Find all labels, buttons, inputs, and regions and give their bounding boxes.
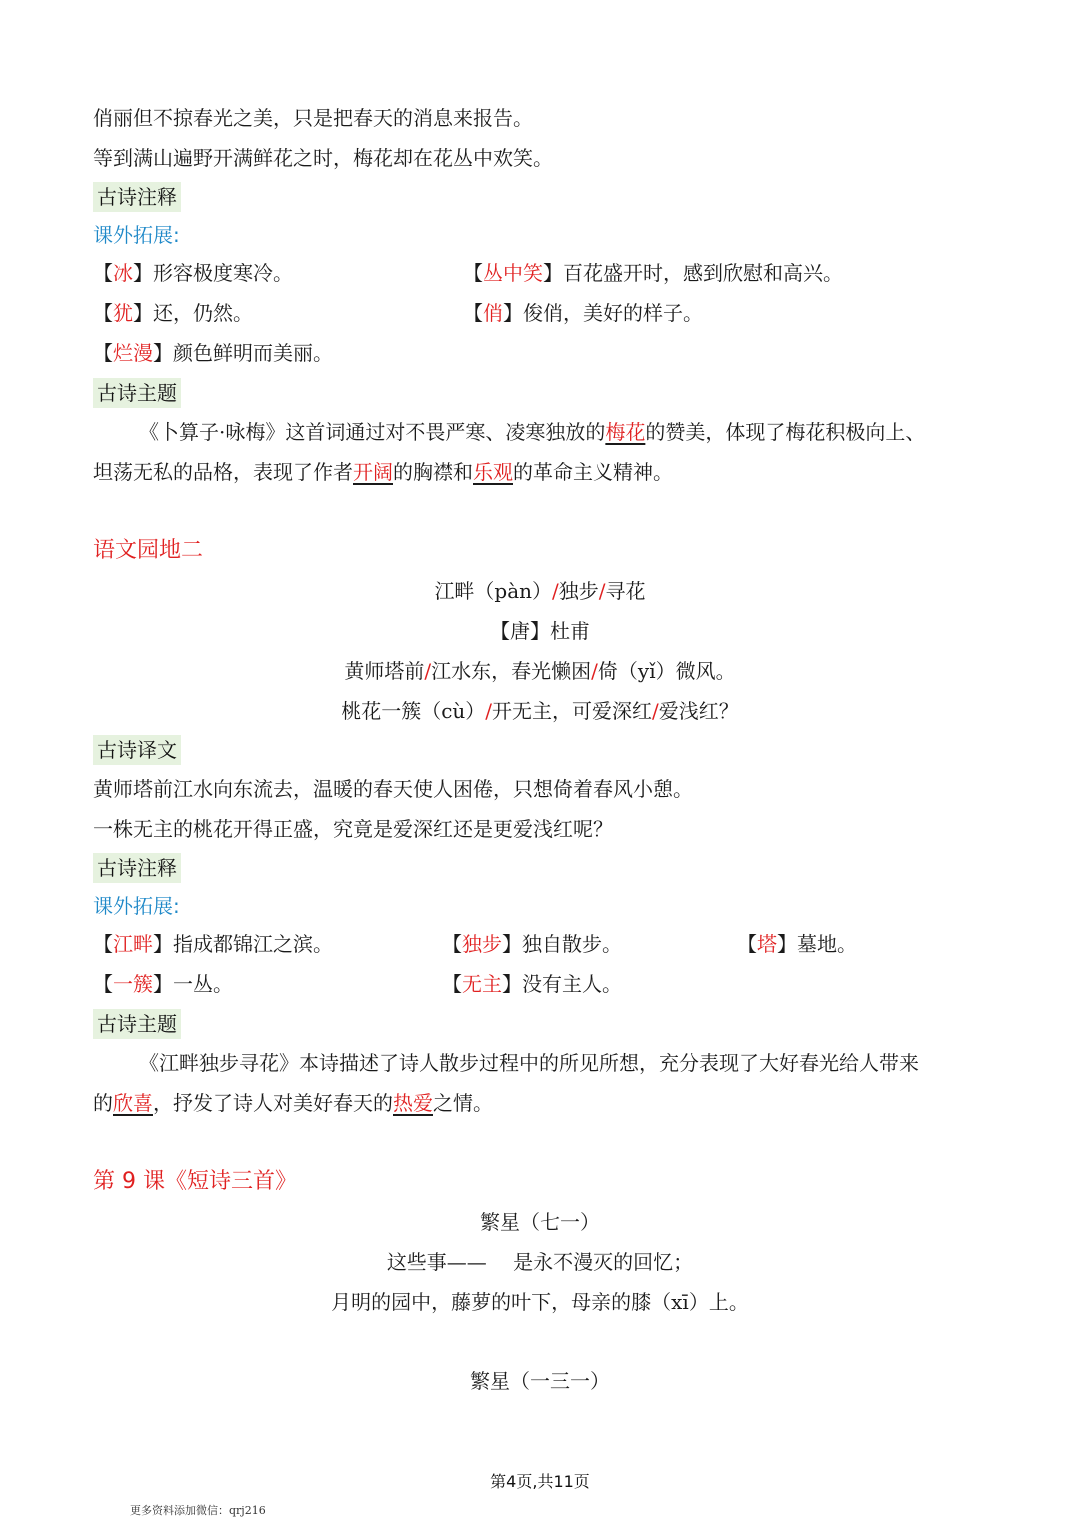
gloss-term: 无主 xyxy=(462,972,502,996)
poem-title: 江畔（pàn）/独步/寻花 xyxy=(434,579,646,603)
theme-paragraph-line: 《卜算子·咏梅》这首词通过对不畏严寒、凌寒独放的梅花的赞美，体现了梅花积极向上、 xyxy=(139,420,926,444)
gloss-def: 没有主人。 xyxy=(522,972,622,996)
gloss-def: 俊俏，美好的样子。 xyxy=(523,301,703,325)
section-heading: 语文园地二 xyxy=(93,538,204,563)
section-heading: 第 9 课《短诗三首》 xyxy=(93,1169,297,1194)
notes-label: 古诗注释 xyxy=(93,182,181,212)
translation-line: 黄师塔前江水向东流去，温暖的春天使人困倦，只想倚着春风小憩。 xyxy=(93,777,693,801)
gloss-item: 【冰】形容极度寒冷。 xyxy=(93,261,293,285)
keyword: 欣喜 xyxy=(113,1091,153,1115)
gloss-def: 百花盛开时，感到欣慰和高兴。 xyxy=(563,261,843,285)
extension-label: 课外拓展: xyxy=(93,223,180,247)
gloss-term: 江畔 xyxy=(113,932,153,956)
gloss-def: 还，仍然。 xyxy=(153,301,253,325)
gloss-term: 一簇 xyxy=(113,972,153,996)
gloss-item: 【丛中笑】百花盛开时，感到欣慰和高兴。 xyxy=(463,261,843,285)
theme-label: 古诗主题 xyxy=(93,1009,181,1039)
poem-line: 桃花一簇（cù）/开无主，可爱深红/爱浅红？ xyxy=(341,699,739,723)
theme-label: 古诗主题 xyxy=(93,378,181,408)
gloss-item: 【独步】独自散步。 xyxy=(442,932,622,956)
translation-line: 俏丽但不掠春光之美，只是把春天的消息来报告。 xyxy=(93,106,533,130)
gloss-def: 一丛。 xyxy=(173,972,233,996)
gloss-term: 独步 xyxy=(462,932,502,956)
gloss-term: 烂漫 xyxy=(113,341,153,365)
poem-title: 繁星（七一） xyxy=(480,1210,600,1234)
extension-label: 课外拓展: xyxy=(93,894,180,918)
page-number: 第4页,共11页 xyxy=(490,1472,590,1491)
keyword: 热爱 xyxy=(393,1091,433,1115)
gloss-item: 【无主】没有主人。 xyxy=(442,972,622,996)
gloss-term: 塔 xyxy=(757,932,777,956)
gloss-term: 丛中笑 xyxy=(483,261,543,285)
translation-line: 一株无主的桃花开得正盛，究竟是爱深红还是更爱浅红呢？ xyxy=(93,817,613,841)
notes-label: 古诗注释 xyxy=(93,853,181,883)
poem-title: 繁星（一三一） xyxy=(470,1369,610,1393)
footer-note: 更多资料添加微信：qrj216 xyxy=(130,1504,266,1517)
gloss-item: 【俏】俊俏，美好的样子。 xyxy=(463,301,703,325)
gloss-def: 指成都锦江之滨。 xyxy=(173,932,333,956)
keyword: 梅花 xyxy=(605,420,646,444)
theme-paragraph-line: 《江畔独步寻花》本诗描述了诗人散步过程中的所见所想，充分表现了大好春光给人带来 xyxy=(139,1051,919,1075)
gloss-term: 犹 xyxy=(113,301,133,325)
gloss-def: 墓地。 xyxy=(797,932,857,956)
translation-label: 古诗译文 xyxy=(93,735,181,765)
keyword: 乐观 xyxy=(473,460,513,484)
theme-paragraph-line: 坦荡无私的品格，表现了作者开阔的胸襟和乐观的革命主义精神。 xyxy=(93,460,673,484)
gloss-item: 【犹】还，仍然。 xyxy=(93,301,253,325)
gloss-term: 冰 xyxy=(113,261,133,285)
translation-line: 等到满山遍野开满鲜花之时，梅花却在花丛中欢笑。 xyxy=(93,146,553,170)
theme-paragraph-line: 的欣喜，抒发了诗人对美好春天的热爱之情。 xyxy=(93,1091,493,1115)
poem-line: 月明的园中，藤萝的叶下，母亲的膝（xī）上。 xyxy=(331,1290,749,1314)
gloss-item: 【烂漫】颜色鲜明而美丽。 xyxy=(93,341,333,365)
keyword: 开阔 xyxy=(353,460,393,484)
poem-line: 黄师塔前/江水东，春光懒困/倚（yǐ）微风。 xyxy=(344,659,736,683)
gloss-def: 颜色鲜明而美丽。 xyxy=(173,341,333,365)
gloss-def: 独自散步。 xyxy=(522,932,622,956)
poem-line: 这些事—— 是永不漫灭的回忆； xyxy=(386,1250,694,1274)
gloss-item: 【塔】墓地。 xyxy=(737,932,857,956)
gloss-item: 【江畔】指成都锦江之滨。 xyxy=(93,932,333,956)
gloss-item: 【一簇】一丛。 xyxy=(93,972,233,996)
gloss-term: 俏 xyxy=(483,301,503,325)
gloss-def: 形容极度寒冷。 xyxy=(153,261,293,285)
poem-dynasty-author: 【唐】杜甫 xyxy=(490,619,590,643)
